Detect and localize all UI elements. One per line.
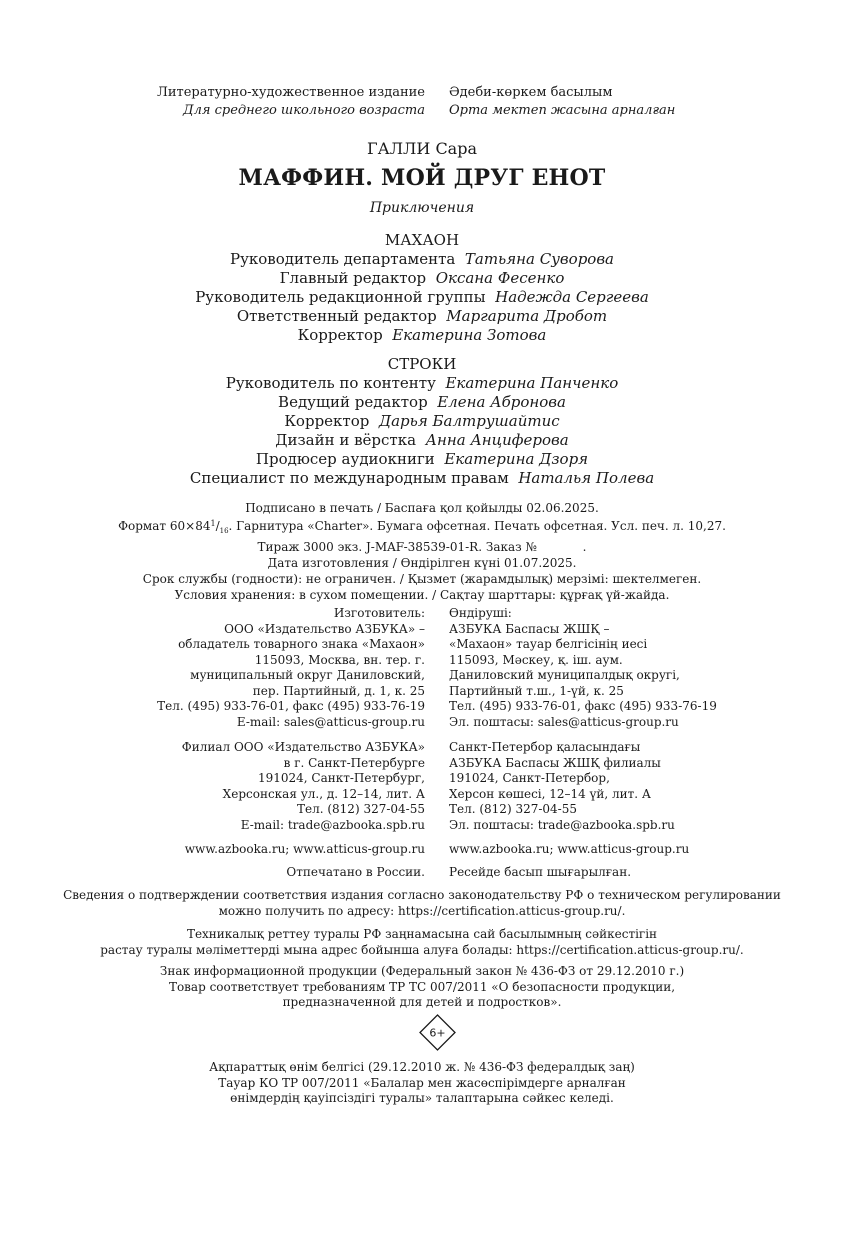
manufacture-date: Дата изготовления / Өндірілген күні 01.07.2025. — [267, 556, 577, 570]
manufacturer-line: Тел. (495) 933-76-01, факс (495) 933-76-19 — [157, 699, 425, 713]
staff-row — [0, 431, 844, 450]
book-title: МАФФИН. МОЙ ДРУГ ЕНОТ — [238, 165, 606, 191]
manufacturer-line: ООО «Издательство АЗБУКА» – — [224, 621, 425, 636]
manufacturer-line: Тел. (495) 933-76-01, факс (495) 933-76-19 — [449, 699, 717, 713]
staff-name: Оксана Фесенко — [435, 269, 565, 287]
staff-row — [0, 450, 844, 469]
manufacturer-ru — [157, 606, 425, 730]
info-sign-line: Тауар КО ТР 007/2011 «Балалар мен жасөспірімдерге арналған — [218, 1075, 626, 1090]
staff-name: Наталья Полева — [518, 469, 655, 487]
edition-type-kz: Әдеби-көркем басылым — [449, 85, 613, 100]
info-sign-line: Знак информационной продукции (Федеральный закон № 436-ФЗ от 29.12.2010 г.) — [159, 964, 685, 978]
print-run: Тираж 3000 экз. J-MAF-38539-01-R. Заказ № . — [257, 540, 587, 554]
staff-role: Дизайн и вёрстка — [275, 431, 417, 449]
printed-in-kz: Ресейде басып шығарылған. — [449, 865, 632, 879]
staff-name: Екатерина Панченко — [445, 374, 619, 392]
info-sign-kz — [0, 1060, 844, 1107]
service-life: Срок службы (годности): не ограничен. / Қызмет (жарамдылық) мерзімі: шектелмеген. — [142, 572, 702, 586]
publisher-name: МАХАОН — [384, 231, 460, 249]
branch-line: Херсон көшесі, 12–14 үй, лит. А — [449, 786, 651, 801]
staff-name: Надежда Сергеева — [495, 288, 649, 306]
certification-kz — [0, 927, 844, 958]
info-sign-line: өнімдердің қауіпсіздігі туралы» талаптарына сәйкес келеді. — [230, 1091, 614, 1105]
branch-line: Херсонская ул., д. 12–14, лит. А — [222, 786, 425, 801]
certification-line: растау туралы мәліметтерді мына адрес бойынша алуға болады: https://certification.atticus-group.ru/. — [100, 942, 744, 957]
staff-role: Руководитель редакционной группы — [195, 288, 486, 306]
staff-row — [0, 326, 844, 345]
staff-role: Ответственный редактор — [236, 307, 437, 325]
staff-name: Елена Абронова — [437, 393, 566, 411]
staff-role: Корректор — [297, 326, 383, 344]
staff-row — [0, 393, 844, 412]
branch-line: в г. Санкт-Петербурге — [283, 755, 425, 770]
branch-line: АЗБУКА Баспасы ЖШҚ филиалы — [449, 755, 661, 770]
format-denominator: 16 — [219, 527, 229, 535]
manufacturer-line: обладатель товарного знака «Махаон» — [178, 637, 425, 651]
print-run-text: Тираж 3000 экз. J-MAF-38539-01-R. Заказ № — [257, 540, 537, 554]
certification-line: можно получить по адресу: https://certification.atticus-group.ru/. — [218, 903, 626, 918]
manufacturer-kz — [449, 606, 717, 730]
branch-ru — [182, 740, 425, 833]
genre: Приключения — [369, 200, 475, 216]
manufacturer-line: Өндіруші: — [449, 606, 512, 620]
certification-line: Сведения о подтверждении соответствия издания согласно законодательству РФ о техническом регулировании — [63, 888, 781, 902]
staff-name: Анна Анциферова — [425, 431, 569, 449]
staff-name: Маргарита Дробот — [446, 307, 608, 325]
manufacturer-email: Эл. поштасы: sales@atticus-group.ru — [449, 714, 679, 729]
manufacturer-line: Даниловский муниципалдық округі, — [449, 668, 680, 682]
format-slash: / — [215, 519, 220, 533]
info-sign-line: Ақпараттық өнім белгісі (29.12.2010 ж. № 436-ФЗ федералдық заң) — [209, 1060, 635, 1074]
header-right — [449, 84, 675, 120]
imprint-block — [0, 500, 844, 603]
info-sign-line: Товар соответствует требованиям ТР ТС 007/2011 «О безопасности продукции, — [168, 979, 676, 994]
manufacturer-line: 115093, Мәскеу, қ. іш. аум. — [449, 652, 623, 667]
manufacturer-line: Изготовитель: — [333, 606, 425, 620]
format-rest: . Гарнитура «Charter». Бумага офсетная. Печать офсетная. Усл. печ. л. 10,27. — [228, 519, 726, 533]
staff-name: Екатерина Дзоря — [444, 450, 589, 468]
branch-line: 191024, Санкт-Петербург, — [257, 771, 425, 785]
info-sign-ru — [0, 964, 844, 1011]
websites-ru: www.azbooka.ru; www.atticus-group.ru — [184, 842, 425, 856]
info-sign-line: предназначенной для детей и подростков». — [282, 995, 562, 1009]
staff-role: Главный редактор — [279, 269, 427, 287]
age-group-ru: Для среднего школьного возраста — [183, 103, 425, 118]
staff-name: Екатерина Зотова — [392, 326, 547, 344]
branch-line: 191024, Санкт-Петербор, — [449, 771, 610, 785]
manufacturer-email: E-mail: sales@atticus-group.ru — [236, 714, 425, 729]
header-left — [157, 84, 425, 120]
staff-row — [0, 307, 844, 326]
author: ГАЛЛИ Сара — [366, 139, 477, 158]
staff-role: Ведущий редактор — [278, 393, 428, 411]
edition-type-ru: Литературно-художественное издание — [157, 85, 425, 100]
publisher-block-stroki — [0, 355, 844, 488]
age-rating-text: 6+ — [429, 1026, 446, 1040]
branch-email: E-mail: trade@azbooka.spb.ru — [240, 817, 425, 832]
staff-role: Специалист по международным правам — [189, 469, 509, 487]
websites-kz: www.azbooka.ru; www.atticus-group.ru — [449, 842, 690, 856]
format-line — [0, 516, 844, 539]
format-prefix: Формат 60×84 — [118, 519, 211, 533]
branch-email: Эл. поштасы: trade@azbooka.spb.ru — [449, 817, 675, 832]
publisher-name: СТРОКИ — [387, 355, 457, 373]
manufacturer-line: «Махаон» тауар белгісінің иесі — [449, 637, 648, 651]
staff-role: Руководитель по контенту — [225, 374, 436, 392]
manufacturer-line: муниципальный округ Даниловский, — [190, 668, 425, 682]
printed-in-ru: Отпечатано в России. — [286, 865, 425, 879]
staff-row — [0, 288, 844, 307]
staff-row — [0, 412, 844, 431]
branch-kz — [449, 740, 675, 833]
certification-line: Техникалық реттеу туралы РФ заңнамасына сай басылымның сәйкестігін — [186, 927, 658, 941]
staff-row — [0, 250, 844, 269]
age-group-kz: Орта мектеп жасына арналған — [449, 103, 676, 118]
staff-row — [0, 374, 844, 393]
manufacturer-line: пер. Партийный, д. 1, к. 25 — [252, 683, 425, 698]
staff-name: Дарья Балтрушайтис — [378, 412, 560, 430]
staff-role: Руководитель департамента — [229, 250, 456, 268]
branch-line: Филиал ООО «Издательство АЗБУКА» — [181, 740, 425, 754]
staff-row — [0, 469, 844, 488]
staff-role: Корректор — [284, 412, 370, 430]
branch-line: Тел. (812) 327-04-55 — [449, 802, 577, 816]
branch-line: Санкт-Петербор қаласындағы — [449, 740, 641, 754]
publisher-block-makhaon — [0, 231, 844, 345]
manufacturer-line: Партийный т.ш., 1-үй, к. 25 — [449, 683, 624, 698]
storage-conditions: Условия хранения: в сухом помещении. / Сақтау шарттары: құрғақ үй-жайда. — [174, 588, 670, 602]
staff-row — [0, 269, 844, 288]
staff-name: Татьяна Суворова — [464, 250, 614, 268]
certification-ru — [0, 888, 844, 919]
age-rating-badge-icon — [419, 1014, 456, 1051]
signed-date: Подписано в печать / Баспаға қол қойылды 02.06.2025. — [245, 501, 599, 515]
branch-line: Тел. (812) 327-04-55 — [297, 802, 425, 816]
staff-role: Продюсер аудиокниги — [255, 450, 435, 468]
manufacturer-line: АЗБУКА Баспасы ЖШҚ – — [449, 621, 610, 636]
format-numerator: 1 — [210, 519, 216, 528]
manufacturer-line: 115093, Москва, вн. тер. г. — [254, 652, 425, 667]
